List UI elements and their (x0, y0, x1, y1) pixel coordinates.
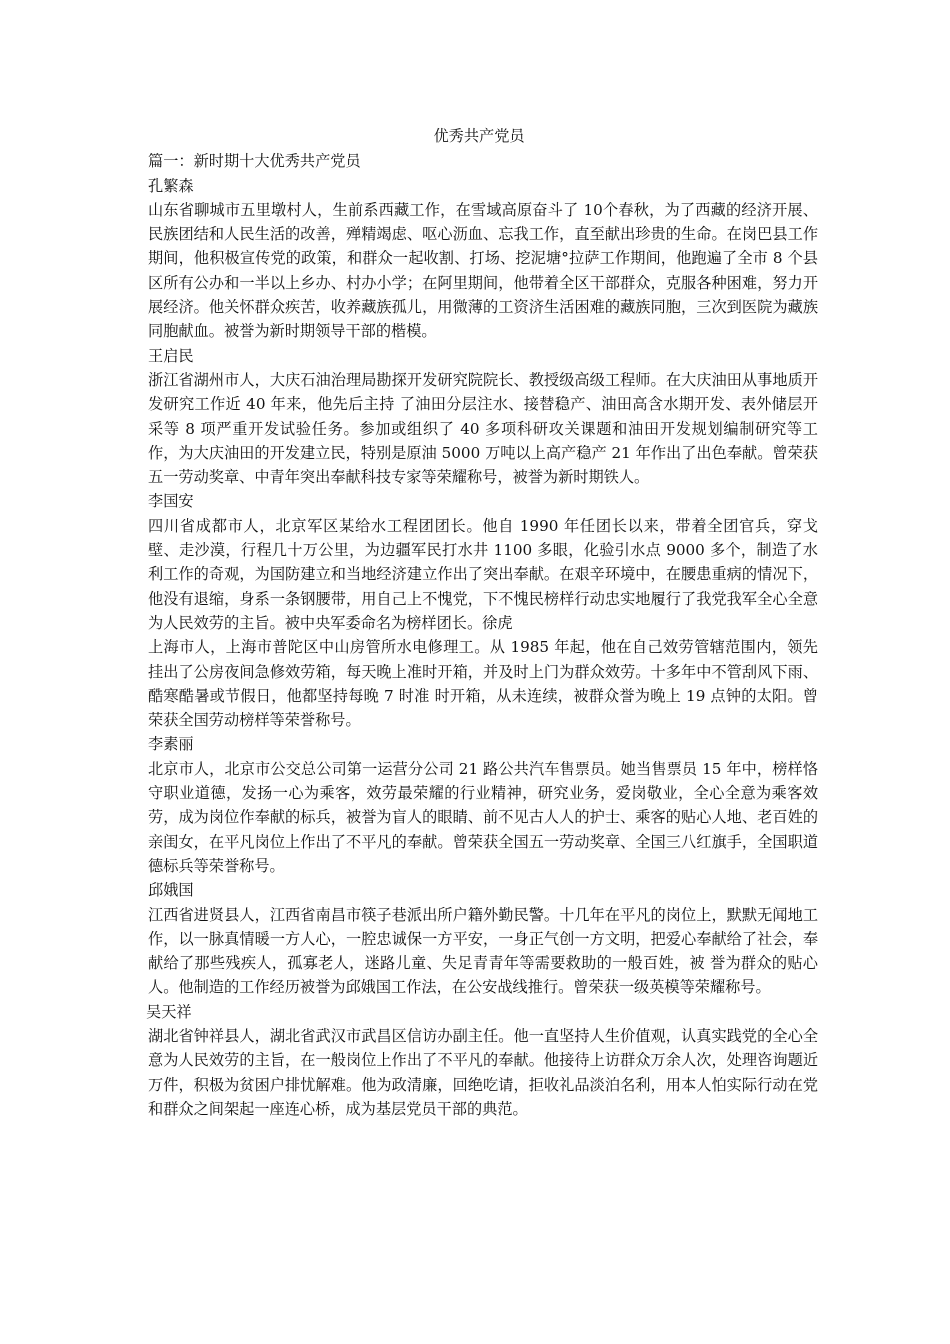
entry-name: 李素丽 (148, 735, 194, 754)
entry-name: 吴天祥 (146, 1002, 192, 1021)
entry-paragraph: 山东省聊城市五里墩村人，生前系西藏工作，在雪域高原奋斗了 10个春秋，为了西藏的经济开展、民族团结和人民生活的改善，殚精竭虑、呕心沥血、忘我工作，直至献出珍贵的生命。在岗巴县工作期间，他积极宣传党的政策，和群众一起收割、打场、挖泥塘°拉萨工作期间，他跑遍了全市 8 个县区所有公办和一半以上乡办、村办小学；在阿里期间，他带着全区干部群众，克服各种困难，努力开展经济。他关怀群众疾苦，收养藏族孤儿，用微薄的工资济生活困难的藏族同胞，三次到医院为藏族同胞献血。被誉为新时期领导干部的楷模。 (148, 200, 818, 341)
entry-paragraph: 上海市人，上海市普陀区中山房管所水电修理工。从 1985 年起，他在自己效劳管辖范围内，领先挂出了公房夜间急修效劳箱，每天晚上准时开箱，并及时上门为群众效劳。十多年中不管刮风下雨、酷寒酷暑或节假日，他都坚持每晚 7 时准 时开箱，从未连续，被群众誉为晚上 19 点钟的太阳。曾荣获全国劳动榜样等荣誉称号。 (148, 638, 818, 730)
document-title: 优秀共产党员 (433, 127, 525, 145)
entry-paragraph: 湖北省钟祥县人，湖北省武汉市武昌区信访办副主任。他一直坚持人生价值观，认真实践党的全心全意为人民效劳的主旨，在一般岗位上作出了不平凡的奉献。他接待上访群众万余人次，处理咨询题近万件，积极为贫困户排忧解难。他为政清廉，回绝吃请，拒收礼品淡泊名利，用本人怕实际行动在党和群众之间架起一座连心桥，成为基层党员干部的典范。 (148, 1026, 818, 1118)
entry-paragraph: 四川省成都市人，北京军区某给水工程团团长。他自 1990 年任团长以来，带着全团官兵，穿戈壁、走沙漠，行程几十万公里，为边疆军民打水井 1100 多眼，化验引水点 9000 多个，制造了水利工作的奇观，为国防建立和当地经济建立作出了突出奉献。在艰辛环境中，在腰患重病的情况下，他没有退缩，身系一条钢腰带，用自己上不愧党，下不愧民榜样行动忠实地履行了我党我军全心全意为人民效劳的主旨。被中央军委命名为榜样团长。徐虎 (148, 516, 818, 632)
entry-name: 李国安 (148, 492, 194, 511)
document-page (140, 124, 818, 1121)
section-heading: 篇一：新时期十大优秀共产党员 (148, 152, 361, 171)
entry-paragraph: 江西省进贤县人，江西省南昌市筷子巷派出所户籍外勤民警。十几年在平凡的岗位上，默默无闻地工作，以一脉真情暖一方人心，一腔忠诚保一方平安，一身正气创一方文明，把爱心奉献给了社会，奉献给了那些残疾人，孤寡老人，迷路儿童、失足青青年等需要救助的一般百姓，被 誉为群众的贴心人。他制造的工作经历被誉为邱娥国工作法，在公安战线推行。曾荣获一级英模等荣耀称号。 (148, 905, 818, 997)
entry-paragraph: 北京市人，北京市公交总公司第一运营分公司 21 路公共汽车售票员。她当售票员 15 年中，榜样恪守职业道德，发扬一心为乘客，效劳最荣耀的行业精神，研究业务，爱岗敬业，全心全意为乘客效劳，成为岗位作奉献的标兵，被誉为盲人的眼睛、前不见古人人的护士、乘客的贴心人地、老百姓的亲闺女，在平凡岗位上作出了不平凡的奉献。曾荣获全国五一劳动奖章、全国三八红旗手，全国职道德标兵等荣誉称号。 (148, 759, 818, 875)
entry-name: 王启民 (148, 346, 194, 365)
entry-paragraph: 浙江省湖州市人，大庆石油治理局勘探开发研究院院长、教授级高级工程师。在大庆油田从事地质开发研究工作近 40 年来，他先后主持 了油田分层注水、接替稳产、油田高含水期开发、表外储层开采等 8 项严重开发试验任务。参加或组织了 40 多项科研攻关课题和油田开发规划编制研究等工作，为大庆油田的开发建立民，特别是原油 5000 万吨以上高产稳产 21 年作出了出色奉献。曾荣获五一劳动奖章、中青年突出奉献科技专家等荣耀称号，被誉为新时期铁人。 (148, 370, 818, 487)
entry-name: 邱娥国 (148, 881, 194, 900)
entry-name: 孔繁森 (148, 176, 194, 195)
